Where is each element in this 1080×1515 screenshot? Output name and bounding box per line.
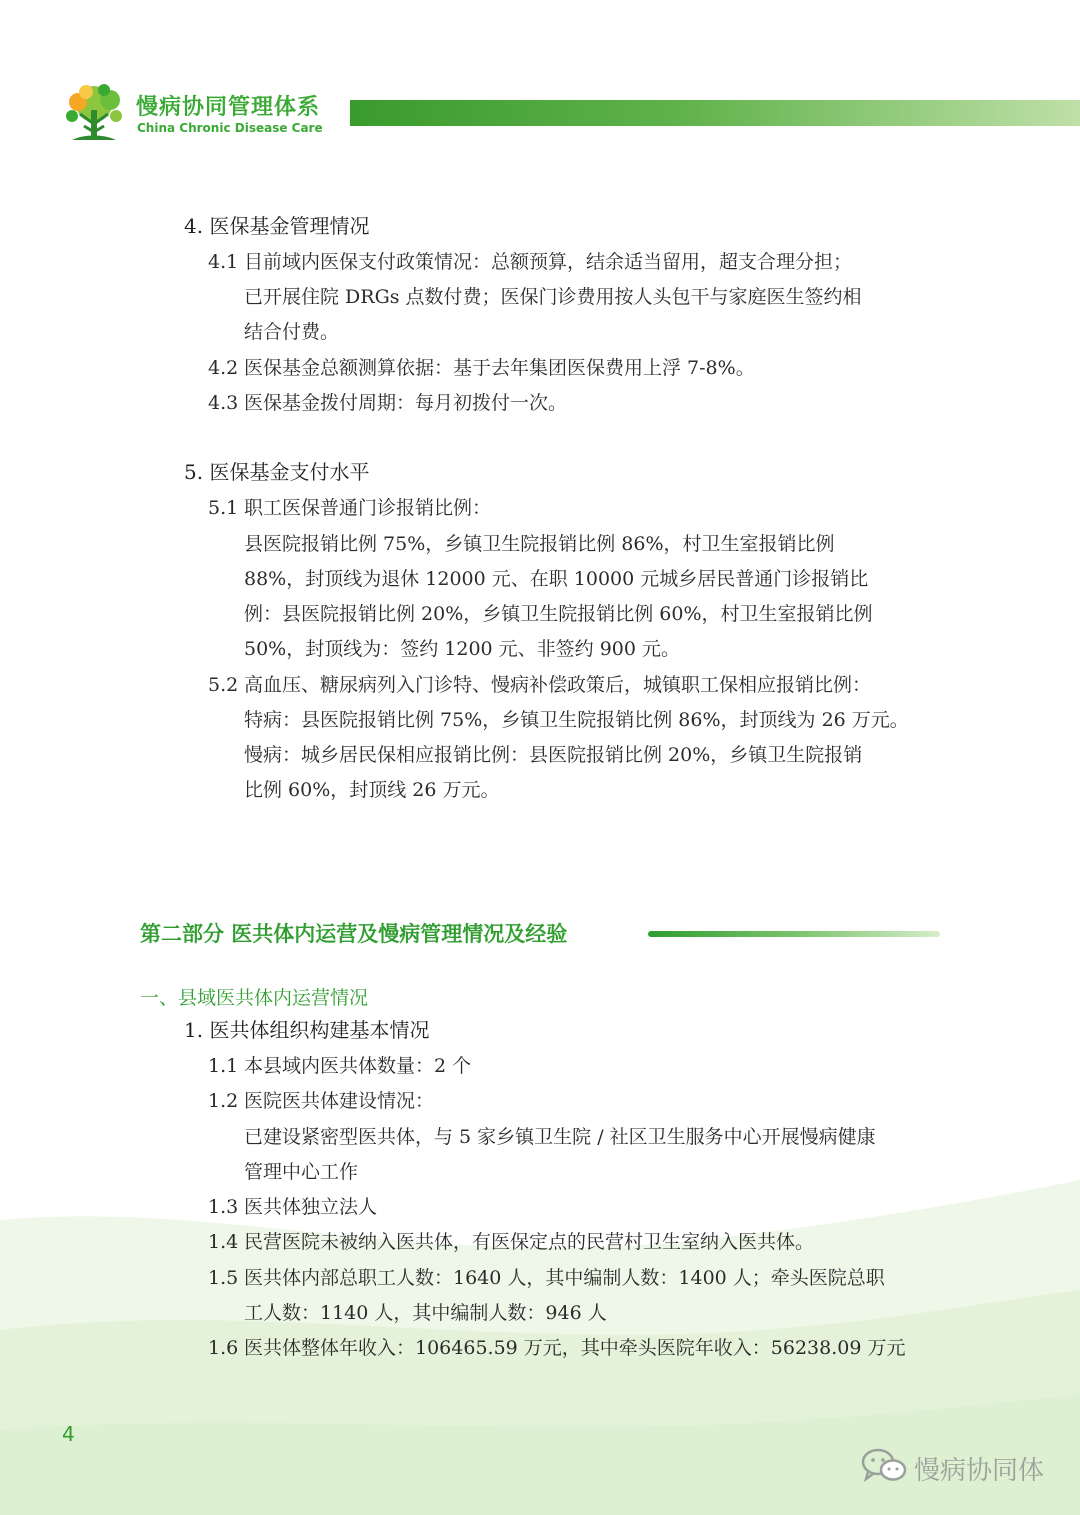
item-number: 1.1 [208,1055,239,1077]
item-text: 职工医保普通门诊报销比例： [244,497,492,519]
tree-logo-icon [58,80,130,150]
item-5-2-line-2: 慢病：城乡居民保相应报销比例：县医院报销比例 20%，乡镇卫生院报销 [244,744,863,766]
item-text: 医保基金拨付周期：每月初拨付一次。 [244,392,568,414]
page-number: 4 [62,1422,75,1446]
watermark-text: 慢病协同体 [914,1456,1045,1486]
item-number: 1.2 [208,1090,239,1112]
page-header [0,0,1080,160]
item-1-2-line-0 [208,1089,434,1113]
item-5-1-line-3: 例：县医院报销比例 20%，乡镇卫生院报销比例 60%，村卫生室报销比例 [244,603,873,625]
item-5-2-line-0 [208,673,871,697]
item-number: 4.1 [208,251,239,273]
item-number: 4.2 [208,357,239,379]
item-4-1-line-3: 结合付费。 [244,321,340,343]
item-1-5-line-2: 工人数：1140 人，其中编制人数：946 人 [244,1302,607,1324]
item-number: 1.3 [208,1196,239,1218]
subsection-1-title: 1. 医共体组织构建基本情况 [184,1018,430,1042]
section-1-title: 一、县域医共体内运营情况 [140,987,369,1009]
item-text: 民营医院未被纳入医共体，有医保定点的民营村卫生室纳入医共体。 [244,1231,815,1253]
item-1-2-line-2: 管理中心工作 [244,1161,359,1183]
item-text: 医共体独立法人 [244,1196,378,1218]
header-gradient-bar [350,100,1080,126]
item-1-1 [208,1054,471,1078]
item-4-1-line-2: 已开展住院 DRGs 点数付费；医保门诊费用按人头包干与家庭医生签约相 [244,286,862,308]
section-4-title: 4. 医保基金管理情况 [184,214,370,238]
item-5-1-line-2: 88%，封顶线为退休 12000 元、在职 10000 元城乡居民普通门诊报销比 [244,568,869,590]
item-5-2-line-3: 比例 60%，封顶线 26 万元。 [244,779,500,801]
item-number: 1.5 [208,1267,239,1289]
section-5-title: 5. 医保基金支付水平 [184,460,370,484]
part-2-rule [648,931,940,937]
item-5-1-line-1: 县医院报销比例 75%，乡镇卫生院报销比例 86%，村卫生室报销比例 [244,533,835,555]
item-1-5-line-1 [208,1266,885,1290]
item-text: 医保基金总额测算依据：基于去年集团医保费用上浮 7-8%。 [244,357,755,379]
item-1-2-line-1: 已建设紧密型医共体，与 5 家乡镇卫生院 / 社区卫生服务中心开展慢病健康 [244,1126,876,1148]
item-1-4 [208,1230,814,1254]
item-number: 5.1 [208,497,239,519]
item-text: 本县域内医共体数量：2 个 [244,1055,472,1077]
item-1-3 [208,1195,377,1219]
item-4-1-line-1 [208,250,852,274]
item-number: 1.6 [208,1337,239,1359]
item-number: 5.2 [208,674,239,696]
item-text: 目前域内医保支付政策情况：总额预算，结余适当留用，超支合理分担； [244,251,853,273]
item-5-1-line-4: 50%，封顶线为：签约 1200 元、非签约 900 元。 [244,638,681,660]
item-4-2 [208,356,755,380]
item-number: 4.3 [208,392,239,414]
brand-name-en: China Chronic Disease Care [137,121,323,135]
item-5-2-line-1: 特病：县医院报销比例 75%，乡镇卫生院报销比例 86%，封顶线为 26 万元。 [244,709,909,731]
item-1-6 [208,1336,906,1360]
brand-name-cn: 慢病协同管理体系 [136,95,321,120]
item-text: 高血压、糖尿病列入门诊特、慢病补偿政策后，城镇职工保相应报销比例： [244,674,872,696]
item-text: 医共体整体年收入：106465.59 万元，其中牵头医院年收入：56238.09 万元 [244,1337,906,1359]
part-2-title: 第二部分 医共体内运营及慢病管理情况及经验 [140,922,568,946]
item-text: 医共体内部总职工人数：1640 人，其中编制人数：1400 人；牵头医院总职 [244,1267,885,1289]
item-4-3 [208,391,567,415]
item-text: 医院医共体建设情况： [244,1090,435,1112]
item-5-1-line-0 [208,496,491,520]
wechat-icon [860,1448,908,1484]
item-number: 1.4 [208,1231,239,1253]
